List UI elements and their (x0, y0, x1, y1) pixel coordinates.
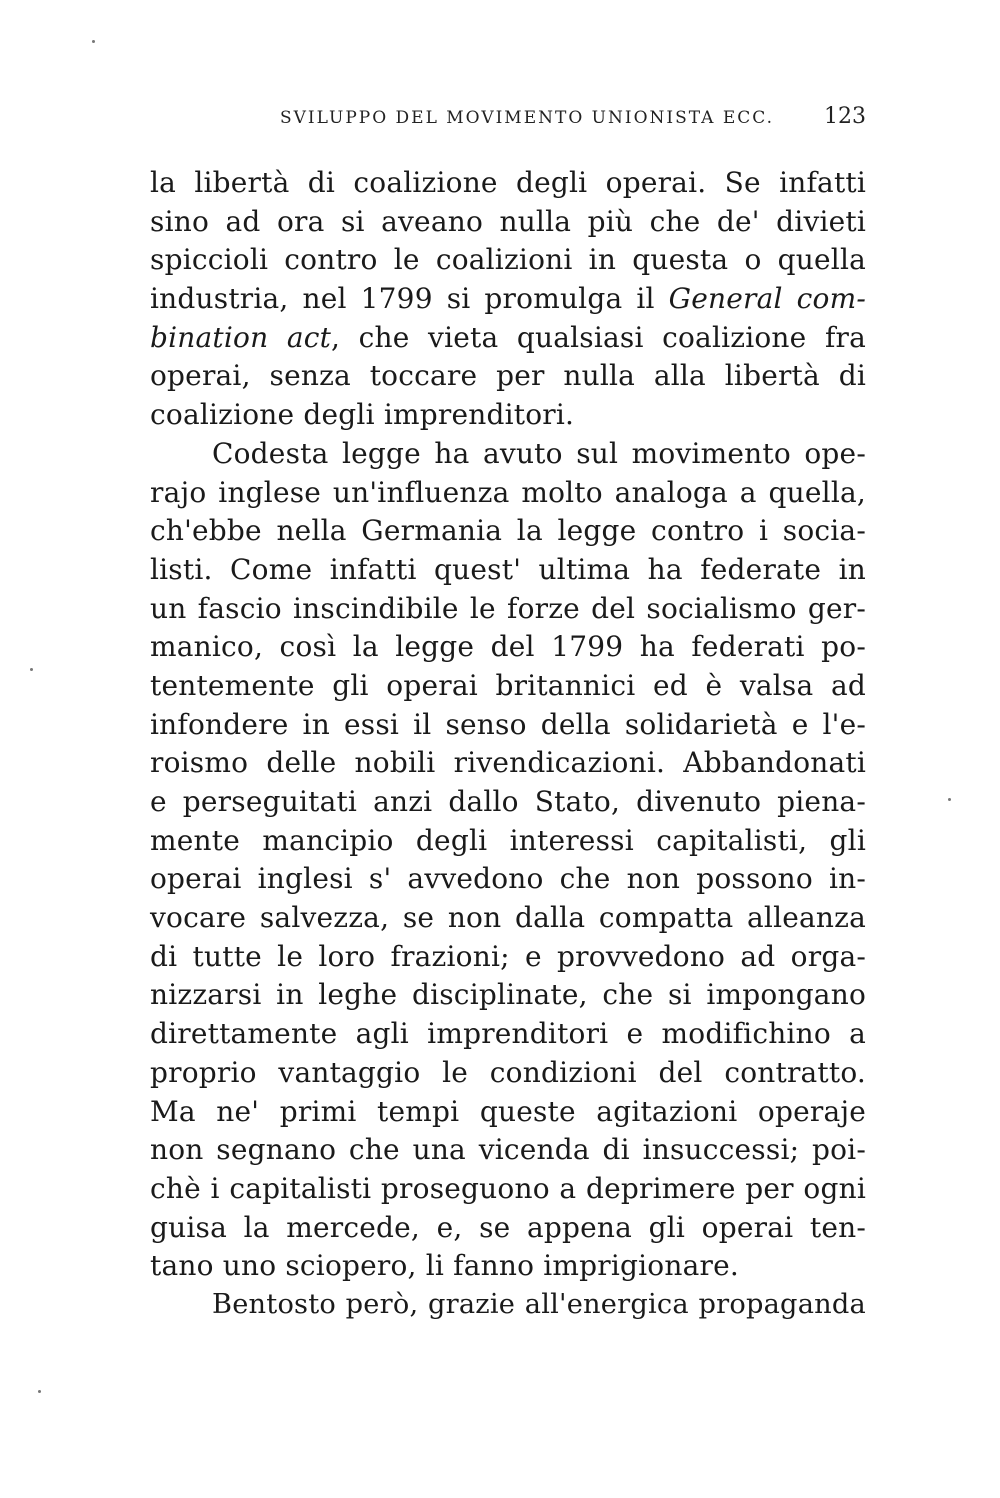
text-line: direttamente agli imprenditori e modifichino a (150, 1017, 866, 1051)
text-line: operai, senza toccare per nulla alla libertà di (150, 359, 866, 393)
text-line: mente mancipio degli interessi capitalisti, gli (150, 823, 866, 857)
text-line: rajo inglese un'influenza molto analoga a quella, (150, 475, 866, 509)
paper-speck (948, 798, 951, 801)
text-line: tano uno sciopero, li fanno imprigionare. (150, 1249, 739, 1283)
text-line: guisa la mercede, e, se appena gli operai ten- (150, 1210, 866, 1244)
text-segment: industria, nel 1799 si promulga il (150, 282, 669, 316)
paper-speck (30, 668, 33, 671)
text-line: manico, così la legge del 1799 ha federati po- (150, 630, 866, 664)
text-line: e perseguitati anzi dallo Stato, divenuto piena- (150, 785, 866, 818)
paper-speck (38, 1390, 41, 1393)
paragraph-start-line: Codesta legge ha avuto sul movimento ope- (212, 436, 866, 470)
running-head (150, 104, 866, 138)
text-line: infondere in essi il senso della solidarietà e l'e- (150, 707, 866, 741)
text-line: vocare salvezza, se non dalla compatta alleanza (150, 901, 866, 935)
paragraph-start-line: Bentosto però, grazie all'energica propaganda (212, 1288, 866, 1320)
running-title: SVILUPPO DEL MOVIMENTO UNIONISTA ECC. (280, 108, 775, 128)
text-line: roismo delle nobili rivendicazioni. Abbandonati (150, 746, 866, 780)
text-line: non segnano che una vicenda di insuccessi; poi- (150, 1133, 866, 1167)
text-line: chè i capitalisti proseguono a deprimere per ogni (150, 1171, 866, 1205)
text-line: proprio vantaggio le condizioni del contratto. (150, 1055, 866, 1089)
italic-title: bination act (150, 320, 332, 354)
text-line: un fascio inscindibile le forze del socialismo ger- (150, 591, 866, 625)
text-line: operai inglesi s' avvedono che non possono in- (150, 862, 866, 896)
text-line: ch'ebbe nella Germania la legge contro i socia- (150, 514, 866, 548)
page-number: 123 (824, 104, 866, 129)
text-line: di tutte le loro frazioni; e provvedono ad orga- (150, 939, 866, 973)
body-text (150, 164, 866, 1325)
italic-title: General com- (668, 282, 866, 316)
text-line: Ma ne' primi tempi queste agitazioni operaje (150, 1094, 866, 1128)
text-line (150, 319, 866, 358)
text-line: sino ad ora si aveano nulla più che de' divieti (150, 204, 866, 238)
text-line (150, 280, 866, 319)
text-line: listi. Come infatti quest' ultima ha federate in (150, 552, 866, 586)
text-line: coalizione degli imprenditori. (150, 398, 575, 432)
text-line: spiccioli contro le coalizioni in questa o quella (150, 243, 866, 277)
text-line: tentemente gli operai britannici ed è valsa ad (150, 668, 866, 702)
text-segment: , che vieta qualsiasi coalizione fra (331, 320, 866, 354)
text-line: nizzarsi in leghe disciplinate, che si impongano (150, 978, 866, 1012)
text-line: la libertà di coalizione degli operai. Se infatti (150, 166, 866, 199)
paper-speck (92, 40, 95, 43)
